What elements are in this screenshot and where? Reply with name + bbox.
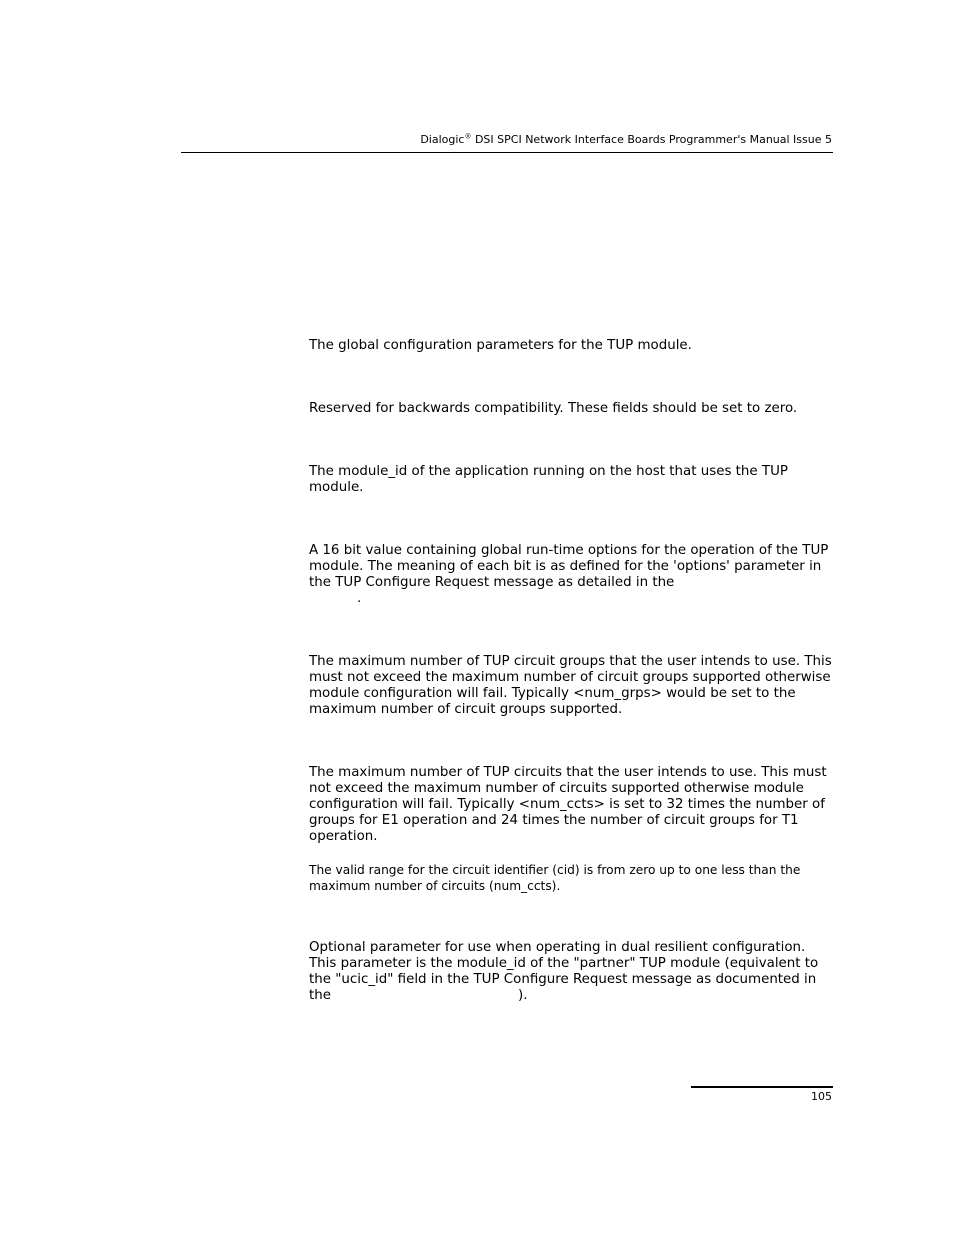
text-fragment: the bbox=[309, 988, 331, 1003]
text-line: The valid range for the circuit identifier (cid) is from zero up to one less than the bbox=[309, 863, 801, 877]
text-line: A 16 bit value containing global run-time options for the operation of the TUP bbox=[309, 543, 829, 558]
header-rule bbox=[181, 152, 833, 153]
text-line: configuration will fail. Typically <num_ccts> is set to 32 times the number of bbox=[309, 797, 825, 812]
paragraph-module-id bbox=[309, 464, 835, 496]
text-line: This parameter is the module_id of the "partner" TUP module (equivalent to bbox=[309, 956, 819, 971]
registered-mark: ® bbox=[464, 132, 472, 141]
text-line: The maximum number of TUP circuits that the user intends to use. This must bbox=[309, 765, 827, 780]
header-title: DSI SPCI Network Interface Boards Programmer's Manual Issue 5 bbox=[471, 133, 832, 146]
text-line: maximum number of circuits (num_ccts). bbox=[309, 879, 561, 893]
text-line: not exceed the maximum number of circuits supported otherwise module bbox=[309, 781, 804, 796]
text-line: . bbox=[357, 591, 362, 606]
footer-rule bbox=[691, 1086, 833, 1088]
text-line: operation. bbox=[309, 829, 378, 844]
text-line: The module_id of the application running on the host that uses the TUP bbox=[309, 464, 788, 479]
text-line: module. The meaning of each bit is as defined for the 'options' parameter in bbox=[309, 559, 822, 574]
text-line: the TUP Configure Request message as detailed in the bbox=[309, 575, 675, 590]
text-line: the "ucic_id" field in the TUP Configure Request message as documented in bbox=[309, 972, 817, 987]
text-line bbox=[309, 988, 835, 1004]
text-line: Reserved for backwards compatibility. These fields should be set to zero. bbox=[309, 401, 798, 416]
paragraph-partner bbox=[309, 940, 835, 1004]
text-line: module configuration will fail. Typically <num_grps> would be set to the bbox=[309, 686, 796, 701]
paragraph-options bbox=[309, 543, 835, 607]
text-line: The global configuration parameters for the TUP module. bbox=[309, 338, 692, 353]
text-line: The maximum number of TUP circuit groups that the user intends to use. This bbox=[309, 654, 832, 669]
text-line: module. bbox=[309, 480, 364, 495]
text-line: must not exceed the maximum number of circuit groups supported otherwise bbox=[309, 670, 831, 685]
paragraph-cid-range bbox=[309, 862, 835, 894]
paragraph-reserved bbox=[309, 401, 835, 417]
text-line: groups for E1 operation and 24 times the number of circuit groups for T1 bbox=[309, 813, 799, 828]
running-header bbox=[420, 133, 832, 146]
page-number: 105 bbox=[811, 1090, 832, 1103]
paragraph-num-ccts bbox=[309, 765, 835, 845]
text-fragment: ). bbox=[517, 988, 528, 1003]
paragraph-num-grps bbox=[309, 654, 835, 718]
paragraph-global-config bbox=[309, 338, 835, 354]
text-line: maximum number of circuit groups supported. bbox=[309, 702, 623, 717]
header-brand: Dialogic bbox=[420, 133, 465, 146]
text-line: Optional parameter for use when operating in dual resilient configuration. bbox=[309, 940, 806, 955]
